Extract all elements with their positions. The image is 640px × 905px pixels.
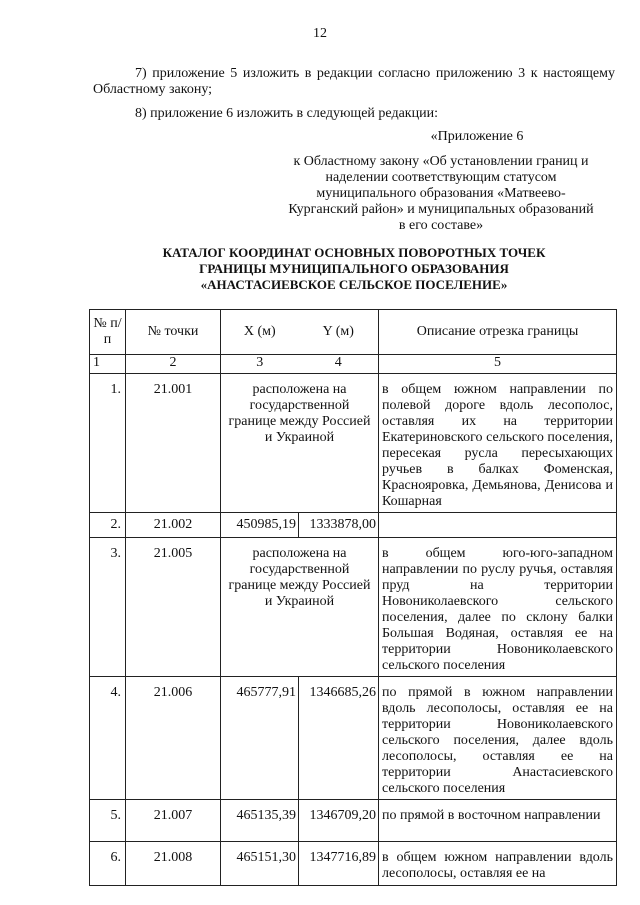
row-num: 1.: [90, 374, 126, 513]
catalog-title: [93, 245, 615, 293]
table-header-row: [90, 310, 617, 355]
row-desc: по прямой в восточном направлении: [379, 800, 617, 842]
table-row: [90, 374, 617, 513]
table-row: [90, 800, 617, 842]
row-num: 3.: [90, 538, 126, 677]
page-number: 12: [313, 26, 327, 41]
row-y: 1347716,89: [299, 842, 379, 886]
catalog-title-line-2: ГРАНИЦЫ МУНИЦИПАЛЬНОГО ОБРАЗОВАНИЯ: [199, 261, 509, 276]
row-y: 1333878,00: [299, 513, 379, 538]
col-number: 2: [126, 355, 221, 374]
row-location-note: расположена на государственной границе между Россией и Украиной: [221, 374, 379, 513]
row-x: 465151,30: [221, 842, 299, 886]
row-point: 21.008: [126, 842, 221, 886]
row-point: 21.005: [126, 538, 221, 677]
table-row: [90, 842, 617, 886]
col-number: 4: [299, 355, 379, 374]
row-num: 2.: [90, 513, 126, 538]
appendix-subtitle: к Областному закону «Об установлении границ и наделении соответствующим статусом муниципального образования «Матвеево-Курганский район» и муниципальных образований в его составе»: [288, 154, 594, 233]
header-desc: Описание отрезка границы: [379, 310, 617, 355]
catalog-title-line-3: «АНАСТАСИЕВСКОЕ СЕЛЬСКОЕ ПОСЕЛЕНИЕ»: [200, 277, 508, 292]
row-x: 465135,39: [221, 800, 299, 842]
row-desc: в общем юго-юго-западном направлении по руслу ручья, оставляя пруд на территории Новониколаевского сельского поселения, далее по склону балки Большая Водяная, оставляя ее на территории Новониколаевского сельского поселения: [379, 538, 617, 677]
col-number: 5: [379, 355, 617, 374]
row-desc: по прямой в южном направлении вдоль лесополосы, оставляя ее на территории Новониколаевского сельского поселения, далее вдоль лесополосы, оставляя ее на территории Анастасиевского сельского поселения: [379, 677, 617, 800]
appendix-title: «Приложение 6: [430, 129, 524, 144]
row-y: 1346709,20: [299, 800, 379, 842]
row-point: 21.007: [126, 800, 221, 842]
row-num: 6.: [90, 842, 126, 886]
appendix-header: [286, 129, 596, 234]
row-location-note: расположена на государственной границе между Россией и Украиной: [221, 538, 379, 677]
catalog-title-line-1: КАТАЛОГ КООРДИНАТ ОСНОВНЫХ ПОВОРОТНЫХ ТОЧЕК: [162, 245, 546, 260]
row-x: 450985,19: [221, 513, 299, 538]
row-desc: в общем южном направлении вдоль лесополосы, оставляя ее на: [379, 842, 617, 886]
col-number: 3: [221, 355, 299, 374]
column-numbers-row: [90, 355, 617, 374]
table-row: [90, 677, 617, 800]
header-point: № точки: [126, 310, 221, 355]
row-point: 21.002: [126, 513, 221, 538]
coordinates-table: [89, 309, 617, 886]
paragraph-8: 8) приложение 6 изложить в следующей редакции:: [135, 106, 438, 121]
row-x: 465777,91: [221, 677, 299, 800]
col-number: 1: [90, 355, 126, 374]
row-desc: [379, 513, 617, 538]
row-desc: в общем южном направлении по полевой дороге вдоль лесополос, оставляя их на территории Екатериновского сельского поселения, пересекая русла пересыхающих ручьев в балках Фоменская, Краснояровка, Демьянова, Денисова и Кошарная: [379, 374, 617, 513]
table-row: [90, 513, 617, 538]
row-y: 1346685,26: [299, 677, 379, 800]
row-num: 4.: [90, 677, 126, 800]
header-num: № п/п: [90, 310, 126, 355]
header-x: X (м): [221, 310, 299, 355]
table-row: [90, 538, 617, 677]
row-point: 21.006: [126, 677, 221, 800]
row-num: 5.: [90, 800, 126, 842]
row-point: 21.001: [126, 374, 221, 513]
header-y: Y (м): [299, 310, 379, 355]
paragraph-7: 7) приложение 5 изложить в редакции согласно приложению 3 к настоящему Областному закону;: [93, 66, 615, 97]
